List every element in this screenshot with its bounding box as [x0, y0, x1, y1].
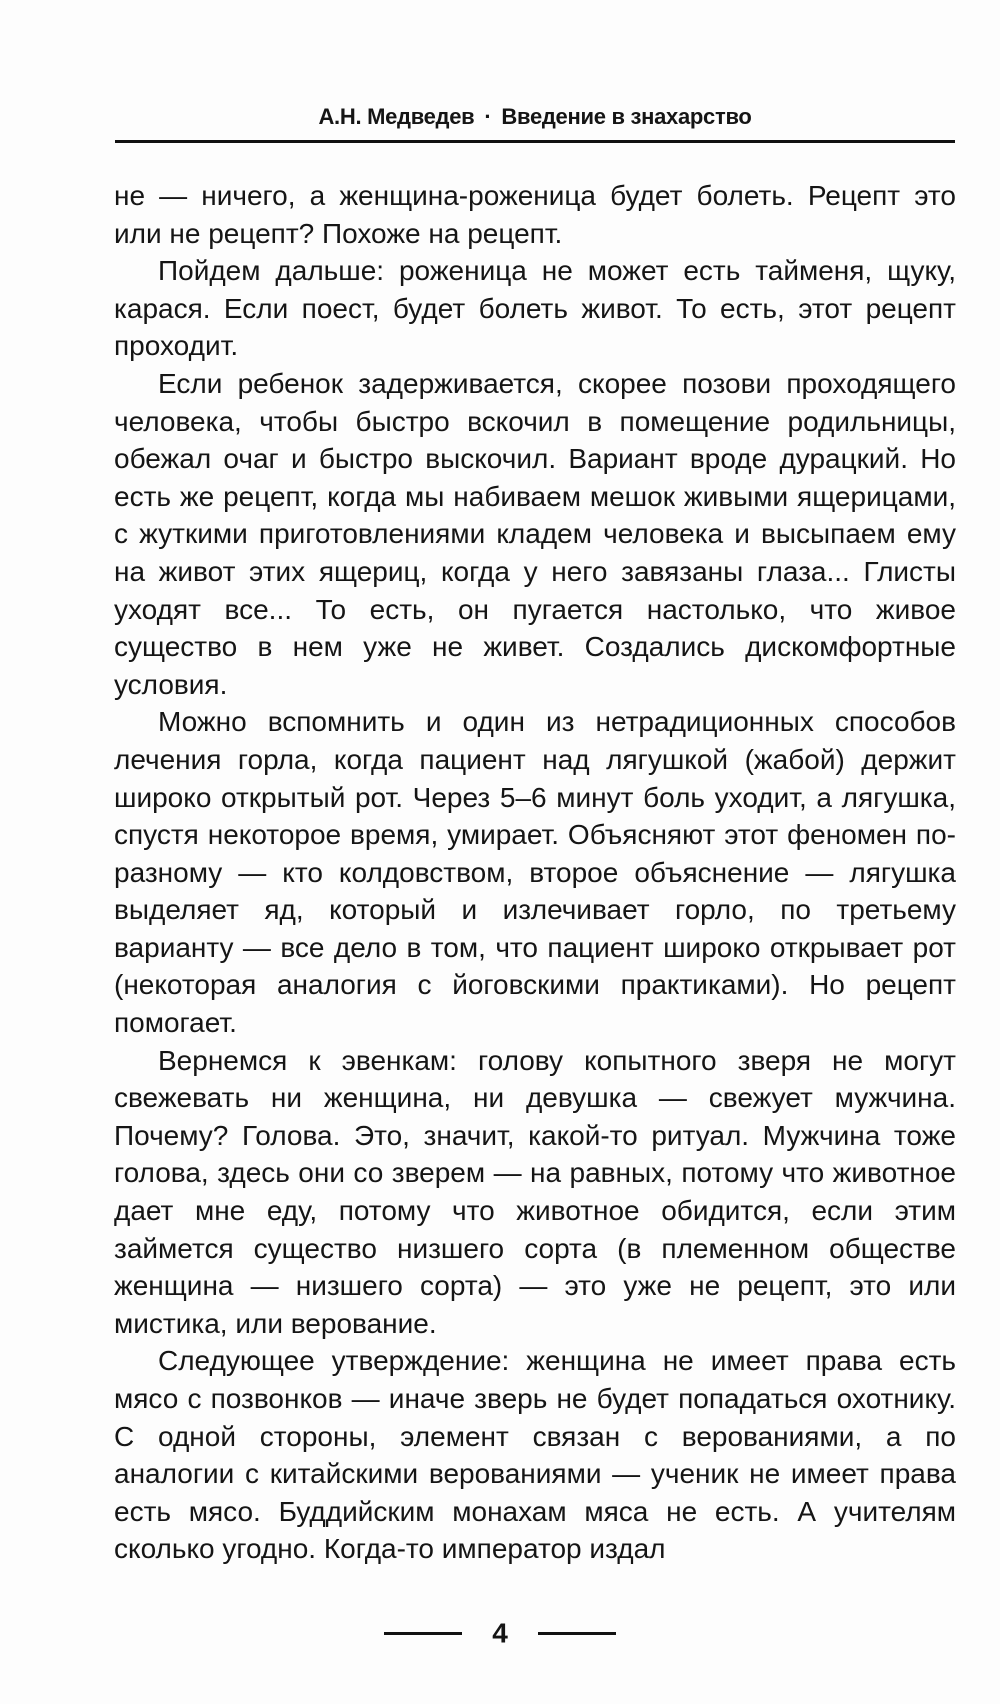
paragraph: Если ребенок задерживается, скорее позови проходящего человека, чтобы быстро вскочил в помещение родильницы, обежал очаг и быстро выскочил. Вариант вроде дурацкий. Но есть же рецепт, когда мы набиваем мешок живыми ящерицами, с жуткими приготовлениями кладем человека и высыпаем ему на живот этих ящериц, когда у него завязаны глаза... Глисты уходят все... То есть, он пугается настолько, что живое существо в нем уже не живет. Создались дискомфортные условия. [114, 367, 956, 700]
paragraph: Пойдем дальше: роженица не может есть тайменя, щуку, карася. Если поест, будет болеть живот. То есть, этот рецепт проходит. [114, 255, 956, 362]
folio-rule-left [384, 1632, 462, 1635]
folio-rule-right [538, 1632, 616, 1635]
page-footer [0, 1615, 1000, 1651]
body-text [114, 177, 956, 1568]
page-number: 4 [492, 1617, 508, 1649]
paragraph: Можно вспомнить и один из нетрадиционных способов лечения горла, когда пациент над лягушкой (жабой) держит широко открытый рот. Через 5–6 минут боль уходит, а лягушка, спустя некоторое время, умирает. Объясняют этот феномен по-разному — кто колдовством, второе объяснение — лягушка выделяет яд, который и излечивает горло, по третьему варианту — все дело в том, что пациент широко открывает рот (некоторая аналогия с йоговскими практиками). Но рецепт помогает. [114, 706, 956, 1039]
header-author: А.Н. Медведев [318, 104, 475, 129]
header-book-title: Введение в знахарство [501, 104, 752, 129]
header-rule [115, 140, 955, 143]
running-head [115, 104, 955, 130]
paragraph: Следующее утверждение: женщина не имеет права есть мясо с позвонков — иначе зверь не будет попадаться охотнику. С одной стороны, элемент связан с верованиями, а по аналогии с китайскими верованиями — ученик не имеет права есть мясо. Буддийским монахам мяса не есть. А учителям сколько угодно. Когда-то император издал [114, 1345, 956, 1565]
paragraph: Вернемся к эвенкам: голову копытного зверя не могут свежевать ни женщина, ни девушка — свежует мужчина. Почему? Голова. Это, значит, какой-то ритуал. Мужчина тоже голова, здесь они со зверем — на равных, потому что животное дает мне еду, потому что животное обидится, если этим займется существо низшего сорта (в племенном обществе женщина — низшего сорта) — это уже не рецепт, это или мистика, или верование. [114, 1044, 956, 1339]
header-separator: · [484, 104, 492, 129]
paragraph: не — ничего, а женщина-роженица будет болеть. Рецепт это или не рецепт? Похоже на рецепт. [114, 180, 956, 249]
